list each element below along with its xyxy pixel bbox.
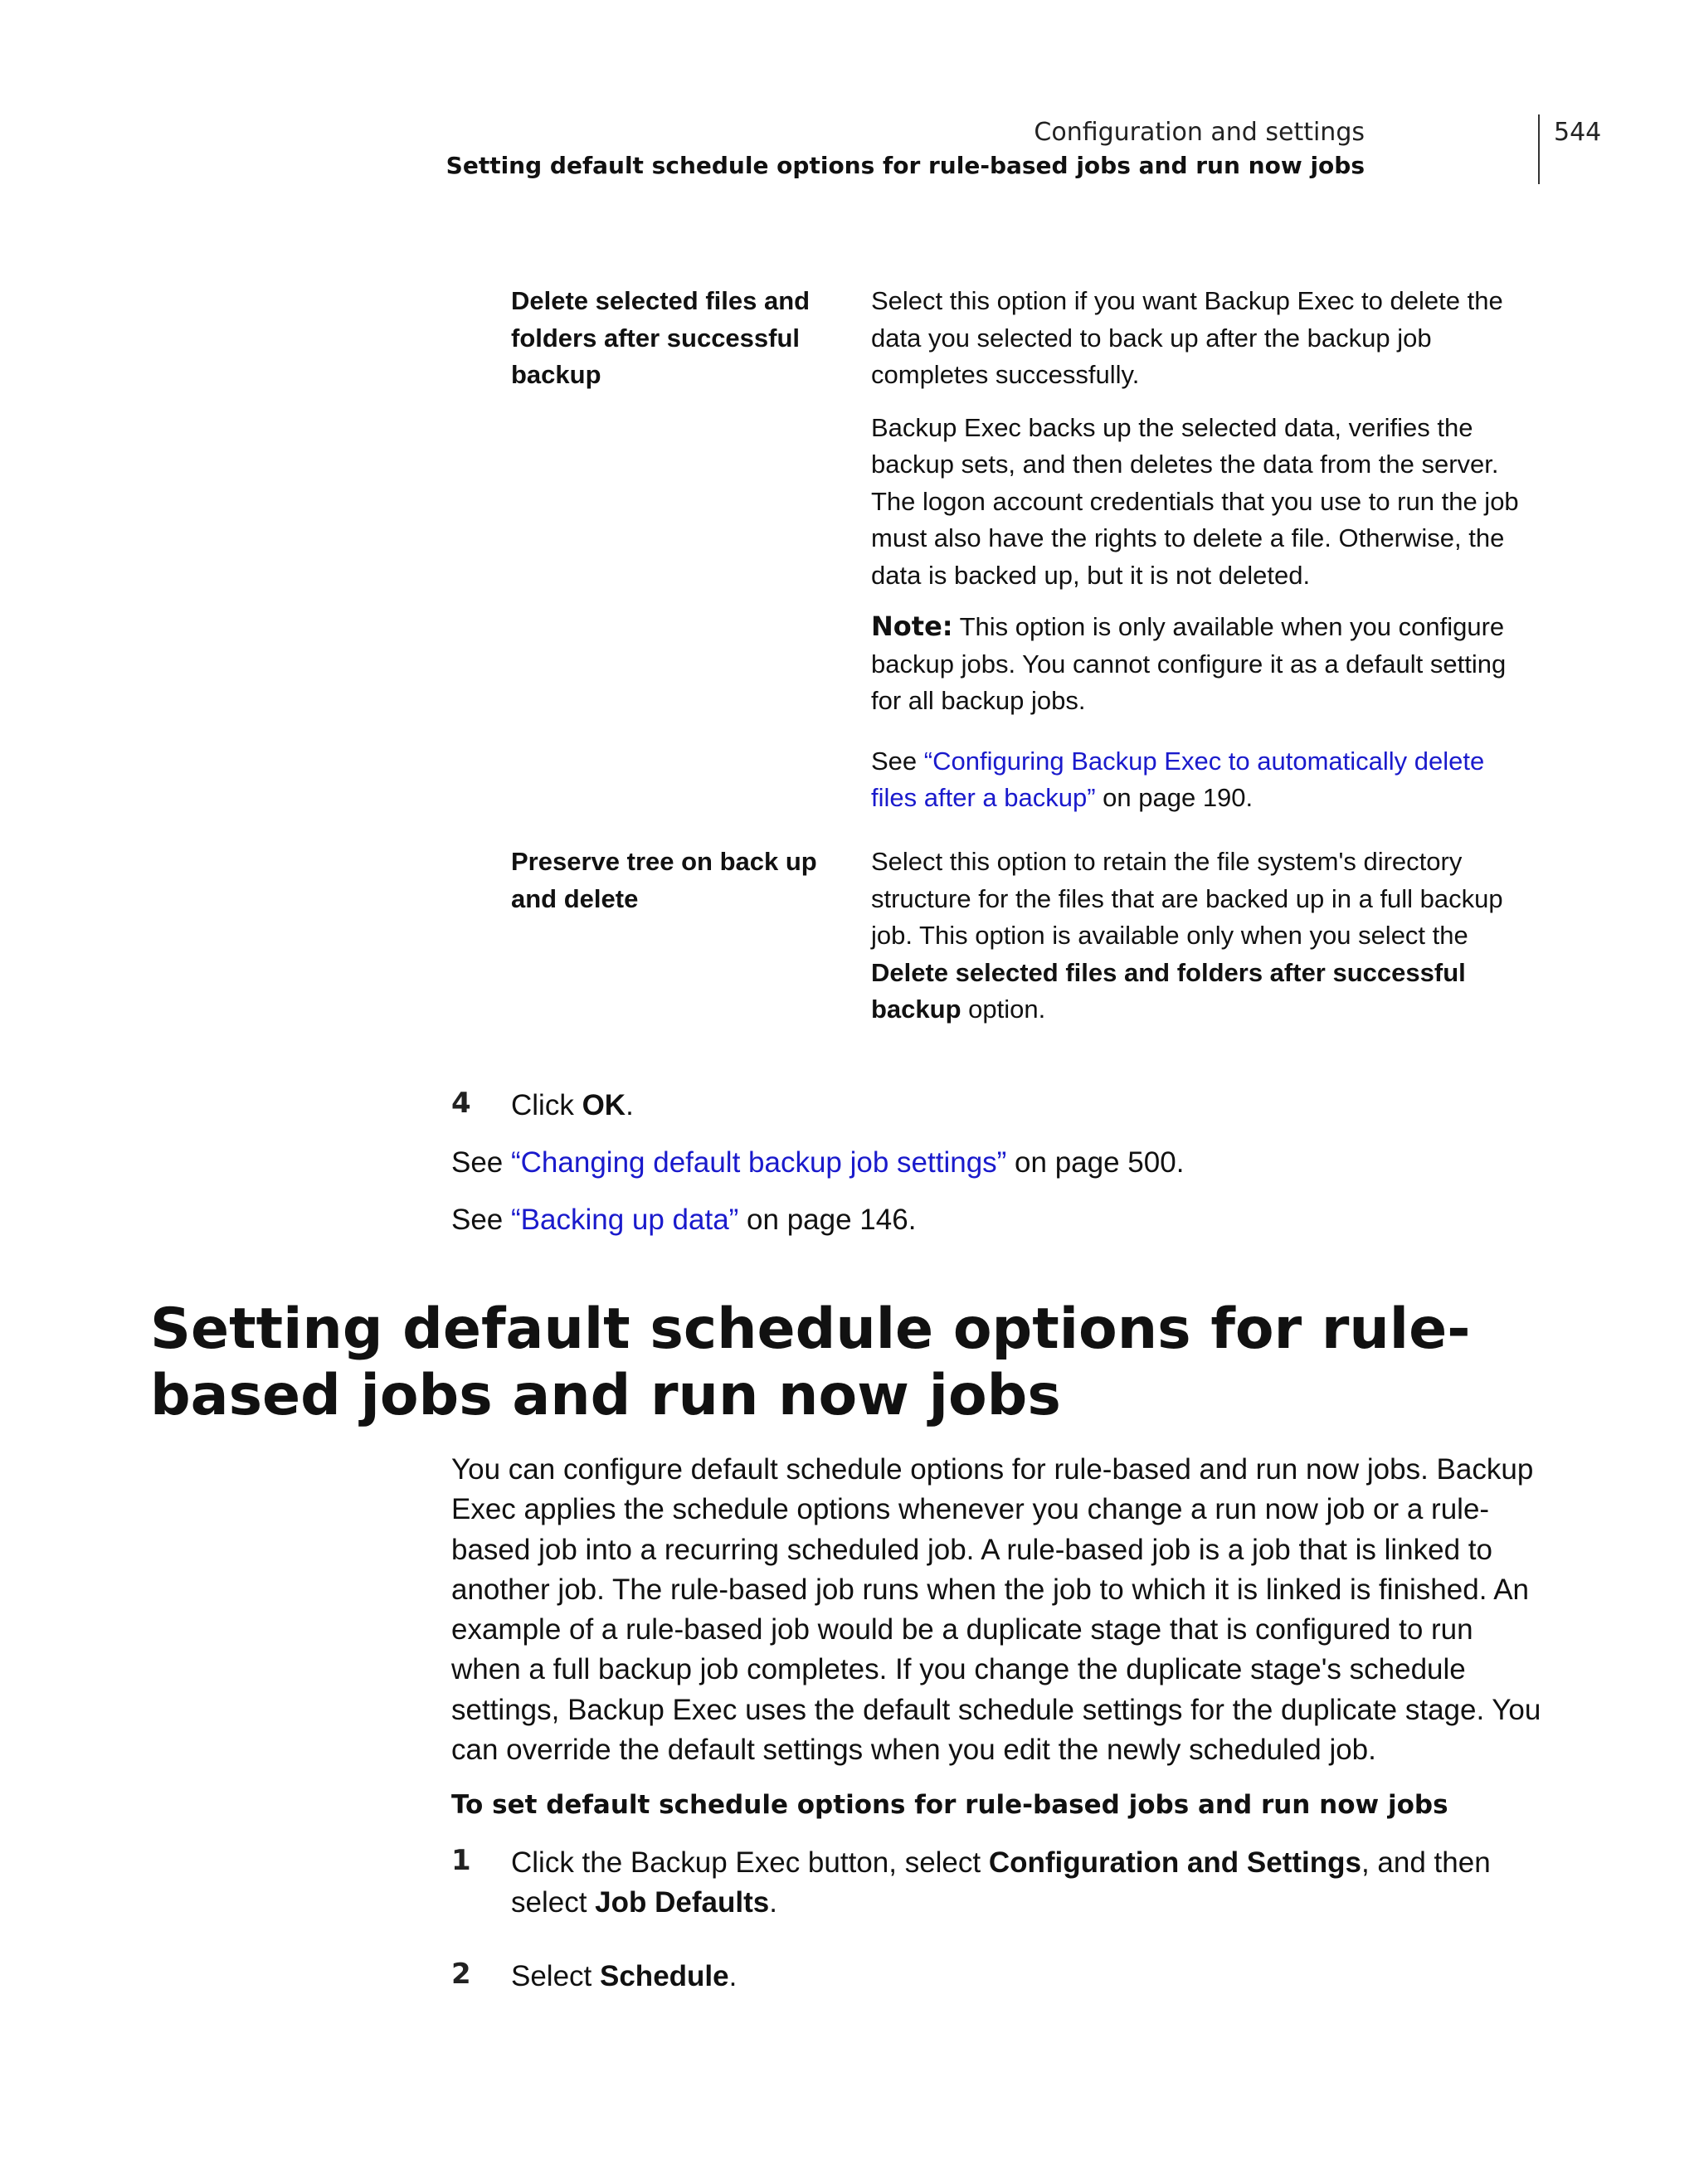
step-1-number: 1 — [451, 1844, 471, 1877]
option-desc-delete — [871, 283, 1526, 817]
option-term-preserve: Preserve tree on back up and delete — [511, 847, 817, 913]
step-2-number: 2 — [451, 1958, 471, 1991]
step-4-number: 4 — [451, 1087, 471, 1120]
step-4-prefix: Click — [511, 1089, 582, 1121]
option-term-delete: Delete selected files and folders after successful backup — [511, 286, 811, 389]
step-1-bold1: Configuration and Settings — [988, 1846, 1361, 1879]
header-section-title: Configuration and settings — [1034, 118, 1365, 147]
note-label: Note: — [871, 610, 953, 642]
step-2-bold1: Schedule — [600, 1960, 729, 1992]
section-heading: Setting default schedule options for rule-based jobs and run now jobs — [150, 1296, 1471, 1428]
see-also-2-suffix: on page 146. — [738, 1204, 917, 1236]
step-4-text — [511, 1086, 1540, 1126]
xref-link-changing-defaults[interactable]: “Changing default backup job settings” — [511, 1146, 1007, 1179]
option-desc-preserve-p — [871, 844, 1526, 1029]
procedure-title: To set default schedule options for rule-based jobs and run now jobs — [451, 1790, 1448, 1820]
see-also-line-1 — [451, 1143, 1184, 1183]
see-also-1-prefix: See — [451, 1146, 511, 1179]
step-1-part1: Click the Backup Exec button, select — [511, 1846, 989, 1879]
see-suffix: on page 190. — [1095, 783, 1254, 812]
option-desc-delete-p2: Backup Exec backs up the selected data, verifies the backup sets, and then deletes the data from the server. The logon account credentials that you use to run the job must also have the rights to delete a file. Otherwise, the data is backed up, but it is not deleted. — [871, 412, 1519, 590]
see-also-1-suffix: on page 500. — [1006, 1146, 1185, 1179]
option-note — [871, 608, 1526, 720]
running-header — [445, 114, 1602, 185]
preserve-desc-bold: Delete selected files and folders after successful backup — [871, 957, 1466, 1024]
step-1-bold2: Job Defaults — [595, 1886, 770, 1919]
step-2-part1: Select — [511, 1960, 600, 1992]
option-desc-preserve — [871, 844, 1526, 1029]
header-divider — [1538, 114, 1540, 184]
option-see-also — [871, 743, 1526, 817]
header-topic-title: Setting default schedule options for rule-based jobs and run now jobs — [445, 152, 1365, 179]
step-4-suffix: . — [626, 1089, 634, 1121]
xref-link-configuring-delete[interactable]: “Configuring Backup Exec to automatically delete files after a backup” — [871, 746, 1485, 812]
preserve-desc-part2: option. — [961, 995, 1046, 1024]
see-also-2-prefix: See — [451, 1204, 511, 1236]
xref-link-backing-up-data[interactable]: “Backing up data” — [511, 1204, 739, 1236]
option-desc-delete-p1: Select this option if you want Backup Exec to delete the data you selected to back up after the backup job completes successfully. — [871, 286, 1503, 389]
see-prefix: See — [871, 746, 924, 776]
see-also-line-2 — [451, 1200, 916, 1240]
step-1-part3: . — [769, 1886, 777, 1919]
step-4-bold: OK — [582, 1089, 626, 1121]
step-1-part2: , and then select — [511, 1846, 1491, 1919]
note-text: This option is only available when you configure backup jobs. You cannot configure it as a default setting for all backup jobs. — [871, 612, 1507, 715]
step-2-part2: . — [728, 1960, 738, 1992]
page-number: 544 — [1554, 118, 1602, 147]
preserve-desc-part1: Select this option to retain the file system's directory structure for the files that are backed up in a full backup job. This option is available only when you select the — [871, 847, 1503, 950]
running-header-titles — [446, 114, 1365, 181]
section-intro: You can configure default schedule options for rule-based and run now jobs. Backup Exec applies the schedule options whenever you change a run now job or a rule-based job into a recurring scheduled job. A rule-based job is a job that is linked to another job. The rule-based job runs when the job to which it is linked is finished. An example of a rule-based job would be a duplicate stage that is configured to run when a full backup job completes. If you change the duplicate stage's schedule settings, Backup Exec uses the default schedule settings for the duplicate stage. You can override the default settings when you edit the newly scheduled job. — [451, 1453, 1541, 1767]
step-1-text — [511, 1843, 1540, 1923]
step-2-text — [511, 1957, 1540, 1997]
